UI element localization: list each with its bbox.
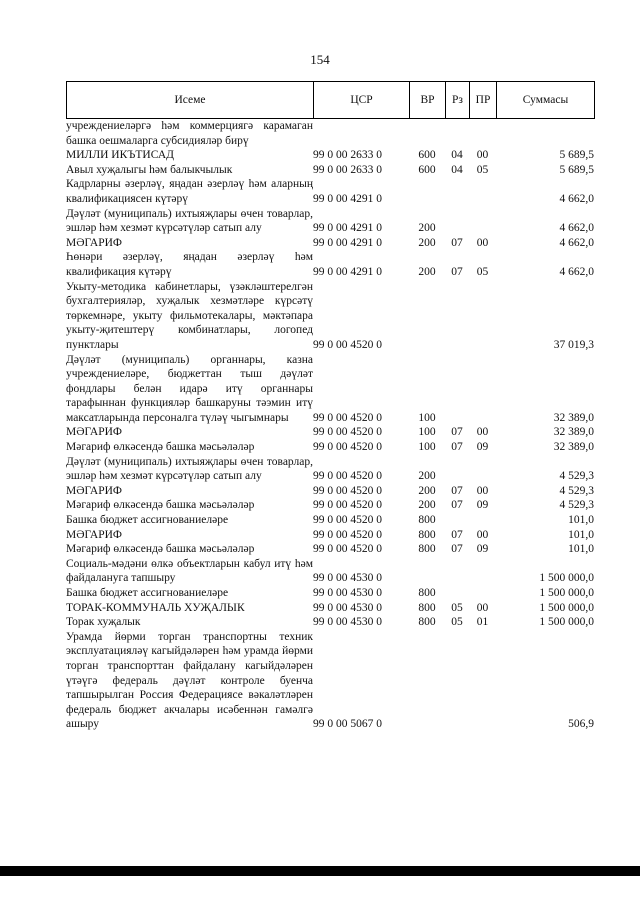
- cell-name: Дәүләт (муниципаль) органнары, казна учреждениеләре, бюджеттан тыш дәүләт фондлары белән идарә итү органнары тарафыннан функцияләр башкаруны тәэмин итү максатларында персоналга түләү чыгымнары: [66, 353, 313, 424]
- table-row: [66, 425, 594, 440]
- cell-sum: 37 019,3: [553, 338, 594, 351]
- cell-rz: [445, 119, 469, 148]
- cell-vr: 200: [418, 470, 436, 483]
- cell-csr: 99 0 00 4520 0: [313, 543, 382, 556]
- cell-sum: 32 389,0: [553, 411, 594, 424]
- cell-name: Укыту-методика кабинетлары, үзәкләштерелгән бухгалтерияләр, хуҗалык хезмәтләре күрсәтү төркемнәре, укыту фильмотекалары, мәктәпара укыту-җитештерү комбинатлары, логопед пунктлары: [66, 280, 313, 351]
- cell-name: МӘГАРИФ: [66, 236, 123, 249]
- column-header-name: Исеме: [67, 82, 314, 119]
- cell-rz: [445, 630, 469, 732]
- cell-csr: 99 0 00 4520 0: [313, 441, 382, 454]
- table-row: [66, 557, 594, 586]
- cell-vr: 200: [418, 222, 436, 235]
- cell-sum: 1 500 000,0: [539, 572, 594, 585]
- cell-vr: 600: [418, 163, 436, 176]
- cell-sum: 32 389,0: [553, 426, 594, 439]
- cell-csr: 99 0 00 4291 0: [313, 236, 382, 249]
- table-row: [66, 601, 594, 616]
- column-header-sum: Суммасы: [497, 82, 595, 119]
- cell-rz: 07: [451, 484, 463, 497]
- column-header-csr: ЦСР: [314, 82, 410, 119]
- cell-sum: 5 689,5: [559, 163, 594, 176]
- cell-rz: [445, 557, 469, 586]
- cell-sum: 101,0: [568, 528, 594, 541]
- cell-vr: 200: [418, 265, 436, 278]
- cell-rz: [445, 280, 469, 353]
- cell-name: Авыл хуҗалыгы һәм балыкчылык: [66, 163, 233, 176]
- column-header-pr: ПР: [470, 82, 497, 119]
- cell-csr: 99 0 00 4520 0: [313, 426, 382, 439]
- table-row: [66, 615, 594, 630]
- cell-csr: [313, 119, 409, 148]
- cell-name: Урамда йөрми торган транспортны техник эксплуатацияләү кагыйдәләрен һәм урамда йөрми торган транспорттан файдалану кагыйдәләрен үтәүгә федераль дәүләт контроле буенча тапшырылган Россия Федерациясе вәкаләтләрен федераль бюджет акчалары исәбеннән гамәлгә ашыру: [66, 630, 313, 731]
- cell-sum: [496, 119, 594, 148]
- cell-rz: [445, 353, 469, 426]
- cell-sum: 5 689,5: [559, 149, 594, 162]
- cell-csr: 99 0 00 4520 0: [313, 499, 382, 512]
- cell-name: МИЛЛИ ИКЪТИСАД: [66, 149, 174, 162]
- cell-sum: 1 500 000,0: [539, 616, 594, 629]
- cell-csr: 99 0 00 4291 0: [313, 222, 382, 235]
- cell-sum: 4 529,3: [559, 484, 594, 497]
- cell-vr: [409, 630, 445, 732]
- cell-sum: 1 500 000,0: [539, 601, 594, 614]
- cell-vr: 800: [418, 587, 436, 599]
- cell-rz: 05: [451, 616, 463, 629]
- cell-pr: [469, 353, 496, 426]
- cell-vr: [409, 177, 445, 206]
- cell-csr: 99 0 00 4520 0: [313, 528, 382, 541]
- page-number: 154: [310, 52, 330, 67]
- cell-rz: 04: [451, 149, 463, 162]
- cell-pr: 00: [476, 426, 489, 439]
- cell-rz: [445, 586, 469, 601]
- table-row: [66, 498, 594, 513]
- cell-pr: 05: [476, 265, 489, 278]
- cell-csr: 99 0 00 4530 0: [313, 587, 382, 599]
- cell-csr: 99 0 00 4291 0: [313, 192, 382, 205]
- table-row: [66, 542, 594, 557]
- table-row: [66, 440, 594, 455]
- cell-pr: 09: [476, 543, 489, 556]
- cell-pr: 00: [476, 528, 489, 541]
- column-header-vr: ВР: [410, 82, 446, 119]
- cell-pr: 05: [476, 163, 489, 176]
- cell-pr: 00: [476, 149, 489, 162]
- cell-rz: 04: [451, 163, 463, 176]
- cell-vr: 800: [418, 616, 436, 629]
- cell-sum: 4 662,0: [559, 192, 594, 205]
- cell-pr: [469, 119, 496, 148]
- cell-name: МӘГАРИФ: [66, 484, 123, 497]
- table-body: [66, 119, 594, 732]
- cell-csr: 99 0 00 4291 0: [313, 265, 382, 278]
- cell-pr: [469, 280, 496, 353]
- cell-vr: 800: [418, 601, 436, 614]
- cell-name: Торак хуҗалык: [66, 616, 141, 629]
- table-row: [66, 280, 594, 353]
- cell-name: МӘГАРИФ: [66, 426, 123, 439]
- cell-rz: 05: [451, 601, 463, 614]
- cell-pr: [469, 557, 496, 586]
- cell-pr: [469, 513, 496, 528]
- cell-name: Мәгариф өлкәсендә башка мәсьәләләр: [66, 499, 255, 512]
- cell-pr: 00: [476, 601, 489, 614]
- cell-pr: [469, 630, 496, 732]
- cell-pr: 00: [476, 236, 489, 249]
- cell-pr: 09: [476, 441, 489, 454]
- cell-sum: 4 529,3: [559, 499, 594, 512]
- cell-name: Дәүләт (муниципаль) ихтыяҗлары өчен товарлар, эшләр һәм хезмәт күрсәтүләр сатып алу: [66, 207, 313, 235]
- cell-vr: [409, 280, 445, 353]
- cell-csr: 99 0 00 4520 0: [313, 411, 382, 424]
- cell-rz: [445, 513, 469, 528]
- cell-pr: 00: [476, 484, 489, 497]
- table-row: [66, 484, 594, 499]
- cell-sum: 1 500 000,0: [539, 587, 594, 599]
- cell-name: ТОРАК-КОММУНАЛЬ ХУҖАЛЫК: [66, 601, 245, 614]
- cell-csr: 99 0 00 5067 0: [313, 718, 382, 731]
- cell-name: учреждениеләргә һәм коммерциягә карамаган башка оешмаларга субсидияләр бирү: [66, 120, 313, 147]
- cell-vr: 200: [418, 499, 436, 512]
- cell-name: Кадрларны әзерләү, яңадан әзерләү һәм аларның квалификациясен күтәрү: [66, 178, 313, 205]
- cell-vr: 800: [418, 514, 436, 527]
- cell-csr: 99 0 00 4530 0: [313, 616, 382, 629]
- cell-csr: 99 0 00 4520 0: [313, 484, 382, 497]
- table-row: [66, 630, 594, 732]
- cell-rz: 07: [451, 426, 463, 439]
- table-row: [66, 250, 594, 279]
- cell-name: Башка бюджет ассигнованиеләре: [66, 514, 229, 527]
- table-header: [66, 81, 595, 119]
- budget-table: [66, 119, 594, 732]
- cell-sum: 4 529,3: [559, 470, 594, 483]
- column-header-rz: Рз: [446, 82, 470, 119]
- cell-pr: 09: [476, 499, 489, 512]
- table-row: [66, 528, 594, 543]
- table-row: [66, 148, 594, 163]
- cell-csr: 99 0 00 2633 0: [313, 163, 382, 176]
- cell-rz: 07: [451, 441, 463, 454]
- cell-csr: 99 0 00 4530 0: [313, 601, 382, 614]
- table-row: [66, 513, 594, 528]
- table-row: [66, 119, 594, 148]
- cell-rz: 07: [451, 499, 463, 512]
- cell-csr: 99 0 00 4520 0: [313, 470, 382, 483]
- cell-rz: [445, 177, 469, 206]
- table-row: [66, 163, 594, 178]
- cell-vr: 800: [418, 543, 436, 556]
- cell-vr: [409, 557, 445, 586]
- cell-csr: 99 0 00 4530 0: [313, 572, 382, 585]
- cell-rz: 07: [451, 265, 463, 278]
- cell-sum: 101,0: [568, 543, 594, 556]
- cell-pr: [469, 177, 496, 206]
- cell-pr: [469, 586, 496, 601]
- cell-rz: 07: [451, 543, 463, 556]
- cell-vr: [409, 119, 445, 148]
- table-row: [66, 455, 594, 484]
- cell-vr: 100: [418, 441, 436, 454]
- cell-csr: 99 0 00 4520 0: [313, 514, 382, 527]
- table-row: [66, 236, 594, 251]
- cell-vr: 600: [418, 149, 436, 162]
- cell-vr: 800: [418, 528, 436, 541]
- cell-name: Мәгариф өлкәсендә башка мәсьәләләр: [66, 543, 255, 556]
- cell-rz: 07: [451, 528, 463, 541]
- cell-name: Башка бюджет ассигнованиеләре: [66, 587, 229, 599]
- cell-rz: 07: [451, 236, 463, 249]
- cell-sum: 101,0: [568, 514, 594, 527]
- cell-name: Социаль-мәдәни өлкә объектларын кабул итү һәм файдалануга тапшыру: [66, 557, 313, 585]
- bottom-scan-bar: [0, 866, 640, 876]
- cell-sum: 4 662,0: [559, 265, 594, 278]
- cell-sum: 506,9: [568, 718, 594, 731]
- cell-vr: 200: [418, 236, 436, 249]
- cell-name: Мәгариф өлкәсендә башка мәсьәләләр: [66, 441, 255, 454]
- table-row: [66, 177, 594, 206]
- cell-csr: 99 0 00 2633 0: [313, 149, 382, 162]
- cell-name: Һөнәри әзерләү, яңадан әзерләү һәм квалификация күтәрү: [66, 251, 313, 278]
- cell-rz: [445, 455, 469, 484]
- table-row: [66, 353, 594, 426]
- cell-name: МӘГАРИФ: [66, 528, 123, 541]
- cell-pr: 01: [476, 616, 489, 629]
- cell-vr: 100: [418, 426, 436, 439]
- cell-sum: 4 662,0: [559, 236, 594, 249]
- cell-vr: 100: [418, 411, 436, 424]
- cell-vr: 200: [418, 484, 436, 497]
- cell-csr: 99 0 00 4520 0: [313, 338, 382, 351]
- cell-rz: [445, 207, 469, 236]
- cell-sum: 32 389,0: [553, 441, 594, 454]
- cell-pr: [469, 207, 496, 236]
- table-row: [66, 207, 594, 236]
- table-row: [66, 586, 594, 601]
- cell-sum: 4 662,0: [559, 222, 594, 235]
- cell-name: Дәүләт (муниципаль) ихтыяҗлары өчен товарлар, эшләр һәм хезмәт күрсәтүләр сатып алу: [66, 455, 313, 483]
- cell-pr: [469, 455, 496, 484]
